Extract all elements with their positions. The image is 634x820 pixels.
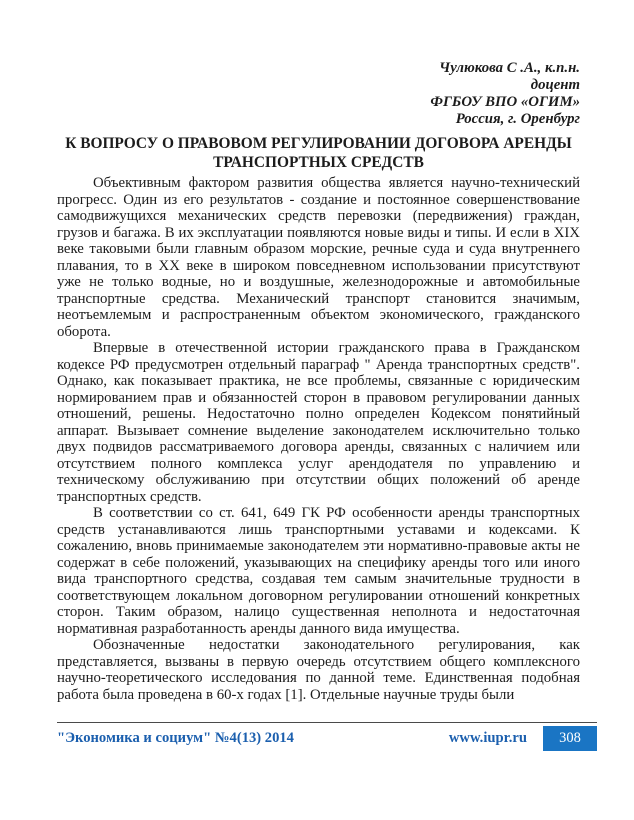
article-title-line-1: К ВОПРОСУ О ПРАВОВОМ РЕГУЛИРОВАНИИ ДОГОВОРА АРЕНДЫ: [65, 135, 572, 152]
author-position: доцент: [530, 77, 580, 93]
article-title: [57, 135, 580, 172]
page-content: [57, 60, 580, 703]
journal-website: www.iupr.ru: [448, 730, 527, 746]
author-name: Чулюкова С .А., к.п.н.: [439, 60, 580, 76]
article-body: [57, 175, 580, 703]
author-affiliation: ФГБОУ ВПО «ОГИМ»: [430, 94, 580, 110]
page-footer: [57, 722, 597, 751]
journal-title: "Экономика и социум" №4(13) 2014: [57, 730, 294, 746]
author-location: Россия, г. Оренбург: [455, 111, 580, 127]
paragraph-4: Обозначенные недостатки законодательного регулирования, как представляется, вызваны в первую очередь отсутствием общего комплексного научно-теоретического исследования по данной теме. Единственная подобная работа была проведена в 60-х годах [1]. Отдельные научные труды были: [57, 637, 580, 703]
paragraph-1: Объективным фактором развития общества является научно-технический прогресс. Один из его результатов - создание и постоянное совершенствование самодвижущихся механических средств перевозки (передвижения) граждан, грузов и багажа. В их эксплуатации появляются новые виды и типы. И если в XIX веке таковыми были главным образом морские, речные суда и суда внутреннего плавания, то в XX веке в широком повседневном использовании присутствуют уже не только водные, но и воздушные, железнодорожные и автомобильные транспортные средства. Механический транспорт становится значимым, неотъемлемым и распространенным объектом экономического, гражданского оборота.: [57, 175, 580, 340]
article-title-line-2: ТРАНСПОРТНЫХ СРЕДСТВ: [213, 153, 424, 171]
paragraph-2: Впервые в отечественной истории гражданского права в Гражданском кодексе РФ предусмотрен отдельный параграф " Аренда транспортных средств". Однако, как показывает практика, не все проблемы, связанные с юридическим нормированием прав и обязанностей сторон в правовом регулировании данных отношений, решены. Недостаточно полно определен Кодексом понятийный аппарат. Вызывает сомнение выделение законодателем исключительно только двух подвидов рассматриваемого договора аренды, связанных с наличием или отсутствием полного комплекса услуг арендодателя по управлению и техническому обслуживанию при отсутствии общих положений об аренде транспортных средств.: [57, 340, 580, 505]
page-number-badge: 308: [543, 726, 597, 751]
author-block: [57, 60, 580, 128]
paragraph-3: В соответствии со ст. 641, 649 ГК РФ особенности аренды транспортных средств устанавливаются лишь транспортными уставами и кодексами. К сожалению, вновь принимаемые законодателем эти нормативно-правовые акты не содержат в себе положений, указывающих на специфику аренды того или иного вида транспортного средства, создавая тем самым значительные трудности в соответствующем локальном договорном регулировании отношений конкретных сторон. Таким образом, налицо существенная неполнота и недостаточная нормативная разработанность аренды данного вида имущества.: [57, 505, 580, 637]
